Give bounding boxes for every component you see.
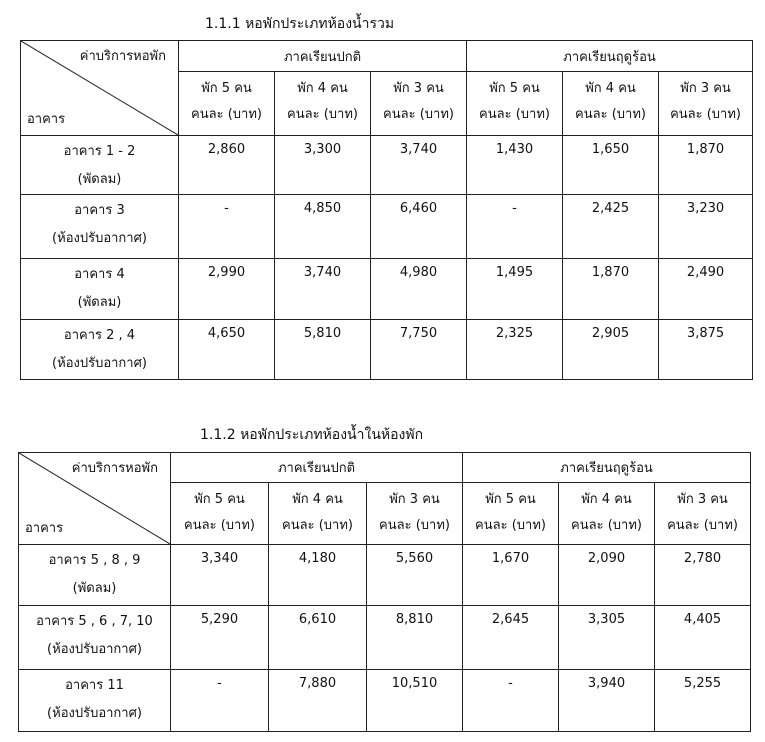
table-row	[21, 195, 753, 259]
rate-cell: 2,490	[659, 259, 753, 320]
room-type: (ห้องปรับอากาศ)	[47, 706, 142, 721]
sub-header-line1: พัก 4 คน	[297, 81, 348, 96]
table-row	[19, 670, 751, 732]
rate-cell: 2,780	[655, 545, 751, 606]
sub-header-line2: คนละ (บาท)	[667, 518, 738, 533]
sub-header-line2: คนละ (บาท)	[571, 518, 642, 533]
rate-cell: -	[171, 670, 269, 732]
corner-label-service: ค่าบริการหอพัก	[79, 49, 166, 64]
rate-cell: 10,510	[367, 670, 463, 732]
rate-cell: 7,750	[371, 320, 467, 380]
rate-cell: 3,740	[275, 259, 371, 320]
rate-cell: 4,980	[371, 259, 467, 320]
group-header-summer-term: ภาคเรียนฤดูร้อน	[467, 41, 753, 72]
corner-label-building: อาคาร	[25, 521, 64, 536]
rate-cell: 2,425	[563, 195, 659, 259]
sub-header-line1: พัก 4 คน	[585, 81, 636, 96]
sub-header-line1: พัก 5 คน	[489, 81, 540, 96]
rate-cell: 3,300	[275, 136, 371, 195]
rate-cell: 2,645	[463, 606, 559, 670]
group-header-regular-term: ภาคเรียนปกติ	[171, 453, 463, 483]
rate-cell: 4,650	[179, 320, 275, 380]
rate-cell: 2,990	[179, 259, 275, 320]
corner-label-building: อาคาร	[27, 112, 66, 127]
sub-header-line1: พัก 5 คน	[201, 81, 252, 96]
corner-header-cell	[19, 453, 171, 545]
group-header-regular-term: ภาคเรียนปกติ	[179, 41, 467, 72]
table-2-title: 1.1.2 หอพักประเภทห้องน้ำในห้องพัก	[200, 427, 424, 443]
building-name: อาคาร 5 , 6 , 7, 10	[36, 614, 153, 629]
sub-header-line1: พัก 4 คน	[581, 492, 632, 507]
sub-header-line1: พัก 3 คน	[393, 81, 444, 96]
rate-cell: 3,340	[171, 545, 269, 606]
rate-cell: 6,610	[269, 606, 367, 670]
sub-header-cell	[269, 483, 367, 545]
building-name: อาคาร 4	[74, 267, 125, 282]
rate-cell: 4,180	[269, 545, 367, 606]
sub-header-cell	[655, 483, 751, 545]
rate-cell: 2,090	[559, 545, 655, 606]
building-cell	[21, 136, 179, 195]
sub-header-line2: คนละ (บาท)	[575, 107, 646, 122]
sub-header-cell	[367, 483, 463, 545]
rate-cell: -	[467, 195, 563, 259]
building-cell	[19, 670, 171, 732]
rate-cell: 5,810	[275, 320, 371, 380]
room-type: (ห้องปรับอากาศ)	[47, 642, 142, 657]
sub-header-cell	[563, 72, 659, 136]
dorm-rates-table-shared-bathroom	[20, 40, 753, 380]
building-cell	[21, 320, 179, 380]
building-name: อาคาร 3	[74, 203, 125, 218]
table-row	[19, 545, 751, 606]
table-1-title: 1.1.1 หอพักประเภทห้องน้ำรวม	[205, 16, 395, 32]
rate-cell: 7,880	[269, 670, 367, 732]
building-name: อาคาร 5 , 8 , 9	[48, 553, 141, 568]
rate-cell: 8,810	[367, 606, 463, 670]
sub-header-cell	[463, 483, 559, 545]
sub-header-line2: คนละ (บาท)	[479, 107, 550, 122]
rate-cell: 4,850	[275, 195, 371, 259]
building-name: อาคาร 11	[65, 678, 124, 693]
sub-header-line1: พัก 5 คน	[485, 492, 536, 507]
table-row	[21, 136, 753, 195]
building-cell	[19, 606, 171, 670]
sub-header-line1: พัก 5 คน	[194, 492, 245, 507]
sub-header-line2: คนละ (บาท)	[383, 107, 454, 122]
building-cell	[21, 259, 179, 320]
table-row	[21, 259, 753, 320]
sub-header-line1: พัก 4 คน	[292, 492, 343, 507]
group-header-summer-term: ภาคเรียนฤดูร้อน	[463, 453, 751, 483]
table-row	[19, 606, 751, 670]
sub-header-line2: คนละ (บาท)	[670, 107, 741, 122]
sub-header-line2: คนละ (บาท)	[184, 518, 255, 533]
sub-header-cell	[179, 72, 275, 136]
sub-header-line1: พัก 3 คน	[389, 492, 440, 507]
room-type: (ห้องปรับอากาศ)	[52, 231, 147, 246]
room-type: (ห้องปรับอากาศ)	[52, 356, 147, 371]
room-type: (พัดลม)	[72, 581, 117, 596]
sub-header-cell	[275, 72, 371, 136]
building-name: อาคาร 2 , 4	[63, 328, 136, 343]
sub-header-line2: คนละ (บาท)	[379, 518, 450, 533]
rate-cell: 2,325	[467, 320, 563, 380]
table-row	[21, 320, 753, 380]
dorm-rates-table-private-bathroom	[18, 452, 751, 732]
room-type: (พัดลม)	[77, 172, 122, 187]
rate-cell: 6,460	[371, 195, 467, 259]
rate-cell: -	[179, 195, 275, 259]
rate-cell: 2,905	[563, 320, 659, 380]
rate-cell: 1,670	[463, 545, 559, 606]
sub-header-line1: พัก 3 คน	[677, 492, 728, 507]
rate-cell: 3,230	[659, 195, 753, 259]
corner-header-cell	[21, 41, 179, 136]
sub-header-cell	[467, 72, 563, 136]
rate-cell: 1,870	[659, 136, 753, 195]
corner-label-service: ค่าบริการหอพัก	[71, 461, 158, 476]
sub-header-cell	[171, 483, 269, 545]
sub-header-cell	[659, 72, 753, 136]
sub-header-line2: คนละ (บาท)	[191, 107, 262, 122]
building-cell	[21, 195, 179, 259]
rate-cell: 1,495	[467, 259, 563, 320]
rate-cell: 3,940	[559, 670, 655, 732]
building-name: อาคาร 1 - 2	[63, 144, 136, 159]
sub-header-line1: พัก 3 คน	[680, 81, 731, 96]
rate-cell: 5,560	[367, 545, 463, 606]
rate-cell: 1,870	[563, 259, 659, 320]
sub-header-cell	[559, 483, 655, 545]
rate-cell: 1,650	[563, 136, 659, 195]
rate-cell: 2,860	[179, 136, 275, 195]
room-type: (พัดลม)	[77, 295, 122, 310]
rate-cell: 3,740	[371, 136, 467, 195]
rate-cell: 3,875	[659, 320, 753, 380]
building-cell	[19, 545, 171, 606]
rate-cell: 5,255	[655, 670, 751, 732]
sub-header-line2: คนละ (บาท)	[282, 518, 353, 533]
rate-cell: 5,290	[171, 606, 269, 670]
rate-cell: 1,430	[467, 136, 563, 195]
sub-header-cell	[371, 72, 467, 136]
rate-cell: 4,405	[655, 606, 751, 670]
rate-cell: -	[463, 670, 559, 732]
sub-header-line2: คนละ (บาท)	[475, 518, 546, 533]
sub-header-line2: คนละ (บาท)	[287, 107, 358, 122]
rate-cell: 3,305	[559, 606, 655, 670]
